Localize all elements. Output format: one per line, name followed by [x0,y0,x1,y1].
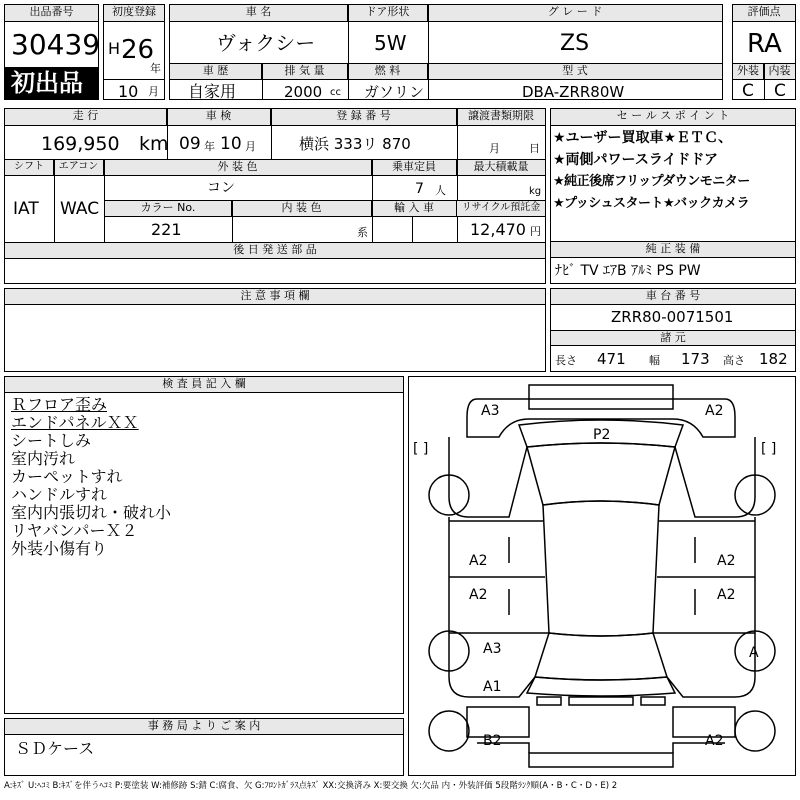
office-box [4,718,404,776]
shift-value: IAT [13,199,39,219]
car-name: ヴォクシー [216,31,316,55]
height-label: 高さ [723,354,745,367]
divider [372,201,373,242]
max-load-label: 最大積載量 [457,160,545,176]
notes-box [4,288,546,372]
interior-color-unit: 系 [357,226,368,239]
shift-label: シフト [5,160,54,176]
car-diagram-box [408,376,796,776]
capacity-unit: 人 [435,184,446,197]
exterior-label: 外装 [733,64,764,80]
import-label: 輸 入 車 [372,201,457,217]
mark-left-rear-door: A2 [469,587,488,603]
width-label: 幅 [649,354,660,367]
length-label: 長さ [555,354,577,367]
era-letter: H [108,39,121,58]
mark-left-rear-sill: A1 [483,679,502,695]
capacity-value: 7 [415,181,424,197]
shipped-parts-label: 後 日 発 送 部 品 [5,243,545,259]
details-box [4,108,546,284]
inspector-line: ハンドルすれ [11,485,108,504]
length-value: 471 [597,350,626,368]
recycle-unit: 円 [530,225,541,238]
divider [232,201,233,242]
divider [428,64,429,99]
inspector-box [4,376,404,714]
recycle-label: リサイクル預託金 [457,201,545,217]
bracket-left: [ ] [413,441,429,457]
mileage-label: 走 行 [5,109,167,126]
door-label: ドア形状 [348,5,428,22]
divider [764,64,765,99]
displacement-label: 排 気 量 [262,64,348,80]
chassis-value: ZRR80-0071501 [611,308,734,326]
lot-number-box [4,4,99,100]
first-listing-label: 初出品 [11,69,83,97]
inspector-line: エンドパネルＸＸ [11,413,139,432]
lot-label: 出品番号 [5,5,98,22]
dimensions-label: 諸 元 [551,331,795,346]
divider [348,5,349,63]
fuel-label: 燃 料 [348,64,428,80]
inspector-label: 検 査 員 記 入 欄 [5,377,403,393]
model-value: DBA-ZRR80W [522,83,625,101]
lot-number: 30439 [11,28,101,61]
divider [262,64,263,99]
notes-label: 注 意 事 項 欄 [5,289,545,305]
interior-color-label: 内 装 色 [232,201,372,217]
transfer-day-unit: 日 [529,142,540,155]
mark-left-rear-quarter: A3 [483,641,502,657]
mileage-unit: km [139,133,169,155]
divider [457,109,458,159]
mark-left-front-door: A2 [469,553,488,569]
first-reg-label: 初度登録 [104,5,164,22]
score-box [732,4,796,100]
grade-value: ZS [560,31,590,56]
mark-right-rear-door: A2 [717,587,736,603]
recycle-value: 12,470 [470,220,526,239]
month-number: 10 [118,82,139,101]
sales-point-line: ★ユーザー買取車★ＥＴＣ、 [553,130,733,146]
inspector-line: Ｒフロア歪み [11,395,108,414]
history-value: 自家用 [188,82,237,101]
divider [428,5,429,63]
color-no-label: カラー No. [105,201,232,217]
height-value: 182 [759,350,788,368]
equipment-value: ﾅﾋﾞ TV ｴｱB ｱﾙﾐ PS PW [555,263,701,279]
interior-grade: C [774,81,786,101]
mark-rear-right: A2 [705,733,724,749]
mark-right-front-door: A2 [717,553,736,569]
transfer-month-unit: 月 [489,142,500,155]
car-diagram [409,377,795,775]
max-load-unit: kg [529,186,542,197]
mileage-value: 169,950 [41,133,120,155]
inspector-line: 室内汚れ [11,449,76,468]
history-label: 車 歴 [170,64,262,80]
divider [104,79,164,80]
inspector-line: シートしみ [11,431,92,450]
exterior-grade: C [742,81,754,101]
inspection-year: 09 [179,134,201,154]
width-value: 173 [681,350,710,368]
chassis-label: 車 台 番 号 [551,289,795,305]
divider [412,217,413,242]
sales-points-label: セ ー ル ス ポ イ ン ト [551,109,795,126]
displacement-value: 2000 [284,83,323,101]
mark-front-right: A2 [705,403,724,419]
car-name-label: 車 名 [170,5,348,22]
divider [372,160,373,200]
mark-right-rear-wheel: A [749,645,759,661]
transfer-label: 譲渡書類期限 [457,109,545,126]
exterior-color-label: 外 装 色 [104,160,372,176]
sales-point-line: ★純正後席フリップダウンモニター [553,174,750,189]
month-unit: 月 [148,85,159,98]
first-listing-badge [5,67,98,99]
plate-value: 横浜 333リ 870 [299,135,411,153]
door-value: 5W [374,31,407,55]
inspector-line: 室内内張切れ・破れ小 [11,503,172,522]
exterior-color-value: コン [207,180,235,196]
divider [348,64,349,99]
score-label: 評価点 [733,5,795,22]
fuel-value: ガソリン [364,83,425,101]
office-label: 事 務 局 よ り ご 案 内 [5,719,403,735]
divider [271,109,272,159]
ac-label: エアコン [54,160,104,176]
mark-windshield: P2 [593,427,611,443]
equipment-label: 純 正 装 備 [551,242,795,258]
mark-rear-left: B2 [483,733,502,749]
chassis-box [550,288,796,372]
capacity-label: 乗車定員 [372,160,457,176]
grade-label: グ レ ー ド [428,5,722,22]
plate-label: 登 録 番 号 [271,109,457,126]
inspection-label: 車 検 [167,109,271,126]
legend: A:ｷｽﾞ U:ﾍｺﾐ B:ｷｽﾞを伴うﾍｺﾐ P:要塗装 W:補修跡 S:錆 C:腐食、欠 G:ﾌﾛﾝﾄｶﾞﾗｽ点ｷｽﾞ XX:交換済み X:要交換 欠:欠品 内・外装評価 5段階ﾗﾝｸ順(A・B・C・D・E) 2 [4,781,618,791]
inspector-line: 外装小傷有り [11,539,108,558]
year-number: 26 [121,35,155,65]
model-label: 型 式 [428,64,722,80]
first-registration-box [103,4,165,100]
inspection-year-unit: 年 [204,140,215,153]
bracket-right: [ ] [761,441,777,457]
inspection-month: 10 [220,134,242,154]
sales-points-box [550,108,796,284]
divider [54,160,55,242]
color-no-value: 221 [151,220,182,239]
score-value: RA [747,29,782,59]
inspection-month-unit: 月 [245,140,256,153]
displacement-unit: cc [330,87,341,98]
inspector-line: リヤバンパーＸ２ [11,521,138,540]
year-unit: 年 [150,62,161,75]
interior-label: 内装 [764,64,795,80]
office-value: ＳＤケース [15,739,95,758]
ac-value: WAC [60,199,100,219]
mark-front-left: A3 [481,403,500,419]
inspector-line: カーペットすれ [11,467,123,486]
sales-point-line: ★両側パワースライドドア [553,152,719,168]
sales-point-line: ★プッシュスタート★バックカメラ [553,196,750,211]
car-info-box [169,4,723,100]
